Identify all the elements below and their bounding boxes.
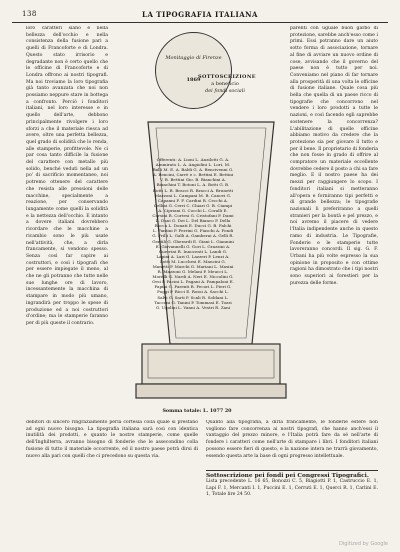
subscriber-names: Offerenti: A. Lioni L. Anzilotti G. A. Ammirato L. A. Angiolini L. Lori, M. Balli M. E. A. Baldi G. A. Bencivenni G. A. Bencini, Carrè e c. Bettini E. Bettini V. B. Bettini Gio. B. Bianchini A. Bianchini T. Botoni L. A. Botti G. B. Botti L. B. Bracci R. Bracci A. Brunetti Mazzoni L. Campani M. B. Canovi G. Capanni F. F. Cardini R. Cecchi A. Cellini G. Cerri C. Chiari G. B. Ciampi A. Cipriani G. Cocchi L. Coralli E. Corsini R. Cortesi G. Cristofani P. Dami L. Dani G. Dei L. Del Bianco P. Della Rocca L. Donati E. Ducci G. B. Falchi L. Fantini P. Ferrini G. Fiaschi A. Fondi G. Frilli L. Galli A. Gamberai A. Gelli R. Gentili G. Gherardi E. Giani L. Giannini E. Giovannelli G. Gori L. Grazzini A. Guerrini R. Innocenti L. Landi G. Lapini A. Lari G. Lazzeri P. Lenzi A. Lotti M. Lucchesi E. Mancini G. Manetti P. Marchi G. Mariani L. Masini R. Mazzoni G. Melani P. Meucci L. Morelli G. Nardi A. Neri E. Niccolini G. Orsi P. Pacini L. Pagani A. Pampaloni E. Papini G. Parenti R. Pecori L. Pieri G. Poggi P. Ricci E. Rossi A. Sacchi L. Salvi G. Sarti P. Scali R. Soldani L. Tacconi G. Tanini P. Tommasi E. Tozzi G. Ugolini L. Vanni A. Vestri R. Zani bbox=[152, 157, 234, 310]
obelisk-illustration bbox=[110, 24, 288, 420]
lower-right-text: Quanto alla tipografia, a dirla francamente, le fonderie estere non vogliono fare concorrenza ai nostri tipografi, che hanno anch'essi il vantaggio del prezzo minore, e l'Italia potrà fare da sé nell'arte di fondere i caratteri come nell'arte di stampare i libri. I fonditori italiani possono essere fieri di questo, e la nazione intera ne trarrà giovamento, essendo questa arte la base di ogni progresso intellettuale. bbox=[206, 420, 378, 459]
subscription-section bbox=[206, 470, 378, 499]
digitization-watermark: Digitized by Google bbox=[339, 541, 388, 547]
page-title: LA TIPOGRAFIA ITALIANA bbox=[142, 10, 258, 19]
section-body: Lista precedente L. 16 65, Bonozzi C. 5, Biagiotti P. 1, Castruccio E. 1, Lapi F. 1, Mercanti I. 1, Puccini E. 1, Cerruti E. 1, Querci R. 1, Carlini E. 1, Totale lire 24 50. bbox=[206, 479, 378, 497]
section-title: Sottoscrizione pei fondi pei Congressi Tipografici. bbox=[206, 470, 378, 479]
base-inscription: Somma totale: L. 1077 20 bbox=[162, 408, 232, 414]
right-column-text: parenti con uguale buon garbo di protezione, sarebbe anch'esso come i primi. Essi potranno dare un aiuto sotto forma di associazione, tornare al fine di avviare un nuovo ordine di cose, avvisando che il governo del paese non è tutto per noi. Conveniamo nel piano di far tornare alla prosperità di una volta le officine di fusione italiane. Quale cosa più bella che quella di un paese ricco di tipografie che concorrono nel vendere i loro prodotti a tutte le nazioni, e così facendo egli saprebbe sostenere la concorrenza? L'abilitazione di quelle officine abbiamo motivo da credere che la protezione sia per giovare il tutto e per il bene. Il proprietario di fonderia che non fosse in grado di offrire al compratore un materiale eccellente dovrebbe cedere il posto a chi sa fare meglio. E il nostro paese ha dei mezzi per raggiungere lo scopo. I fonditori italiani si metteranno all'opera e forniranno tipi perfetti e di grande bellezza; le tipografie nazionali li preferiranno a quelli stranieri per la bontà e pel prezzo, e noi avremo il piacere di vedere l'Italia indipendente anche in questo ramo di industria. Le Tipografie, Fonderie e le stamperie tutte lavoreranno concordi. Il sig. G. F. Urbani ha più volte espresso la sua opinione in proposito e con ottime ragioni ha dimostrato che i tipi nostri sono superiori ai forestieri per la purezza delle forme. bbox=[290, 26, 378, 286]
subscription-banner bbox=[198, 74, 256, 95]
left-column-text: loro caratteri siano e nella bellezza dell'occhio e nella consistenza della fusione pari a quelli di Francoforte e di Londra. Questo stato irrisorio e degradante non è certo quello che le officine di Francoforte e di Londra offrono ai nostri tipografi. Ma noi troviamo la loro tipografia già tanto avanzata che noi non possiamo neppure stare in bottega a confronto. Perciò i fonditori italiani, nel loro interesse e in quello dell'arte, debbono principalmente rivolgere i loro sforzi a che il materiale riesca ad avere, oltre una perfetta bellezza, quel grado di solidità che lo renda, alle stamperie, profittevole. Ne ci par cosa tanto difficile la fusione del carattere con metallo più solido, benché veduti nella ad un po' di sacrificio momentaneo, noi potremo ottenere del carattere che resista alle pressioni delle macchine, specialmente a reazione, per conservando lungamente come quelli la solidità e la nettezza dell'occhio. E intanto a dovere italiani dovrebbero ricordare che le macchine a ricambio sono le più usate nell'attività, che, a dirla francamente, si vendono spesso. Senza così far capire ai costruttori, e così i tipografi che per essere impiegate il meno, al che ne gli potranno che tutte nelle sue lunghe ore di lavoro, incessantemente la macchina di stampare in modo più umano, ingrandirà per troppo le spese di produzione ed a noi costruttori d'ordine; ma le stamperie faranno per di più queste il contrario. bbox=[26, 26, 108, 326]
medallion-date: 1869 bbox=[186, 77, 201, 83]
banner-line-2: a beneficio bbox=[211, 81, 239, 87]
medallion-text: Monitaggio di Firenze bbox=[165, 55, 222, 61]
page-header bbox=[12, 8, 388, 22]
lower-left-text: debitori di sincero ringraziamento perla cortesia colla quale si prestano ad ogni nuovo bisogno. La tipografia italiana sarà così con identica inutilità dei prodotti, e quanto le nostre stamperie, come quelle dell'Inghilterra, avranno bisogno di fonderie che le assecondino colla fusione di tutto il materiale occorrente, ed il nostro paese potrà dirsi di nuovo alla pari con quelli che ci precedono su questa via. bbox=[26, 420, 198, 459]
header-rule bbox=[12, 22, 388, 23]
banner-line-3: dei fondi sociali bbox=[205, 88, 245, 94]
page-number: 138 bbox=[22, 10, 37, 18]
banner-line-1: SOTTOSCRIZIONE bbox=[198, 74, 256, 80]
medallion bbox=[155, 32, 232, 109]
